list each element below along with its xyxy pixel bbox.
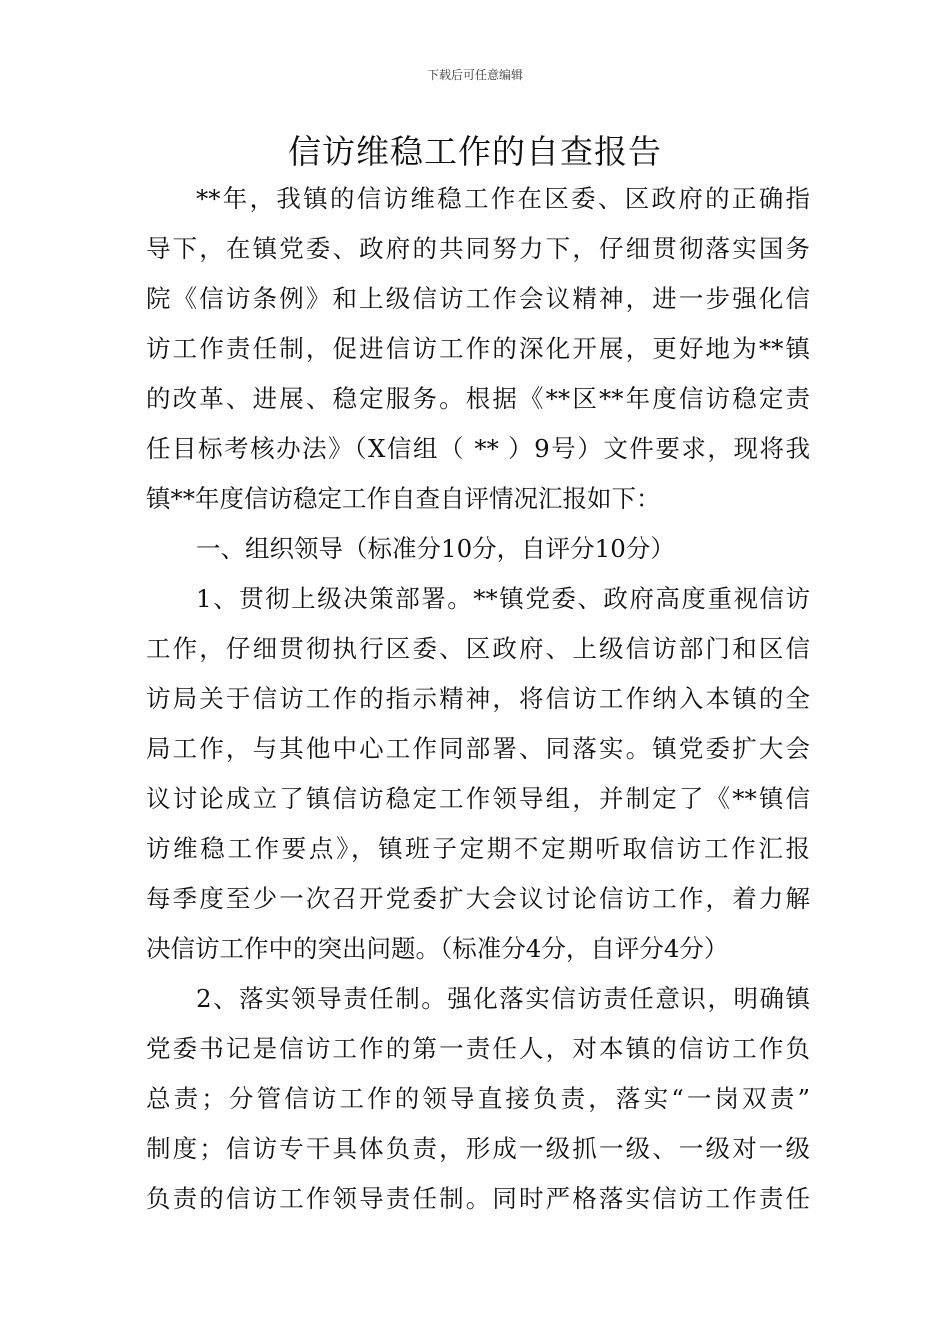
body-line: 镇**年度信访稳定工作自查自评情况汇报如下： <box>146 484 661 513</box>
body-line: 访局关于信访工作的指示精神，将信访工作纳入本镇的全 <box>146 684 810 713</box>
document-title: 信访维稳工作的自查报告 <box>288 132 662 171</box>
body-line: 每季度至少一次召开党委扩大会议讨论信访工作，着力解 <box>146 884 810 913</box>
body-line: 访维稳工作要点》，镇班子定期不定期听取信访工作汇报 <box>146 834 810 863</box>
body-line: 的改革、进展、稳定服务。根据《**区**年度信访稳定责 <box>146 384 810 413</box>
body-line: 党委书记是信访工作的第一责任人，对本镇的信访工作负 <box>146 1034 810 1063</box>
document-body <box>146 174 810 1224</box>
body-line: 总责；分管信访工作的领导直接负责，落实“一岗双责” <box>146 1084 810 1113</box>
body-line: 制度；信访专干具体负责，形成一级抓一级、一级对一级 <box>146 1134 810 1163</box>
body-line: 议讨论成立了镇信访稳定工作领导组，并制定了《**镇信 <box>146 784 810 813</box>
body-line: 导下，在镇党委、政府的共同努力下，仔细贯彻落实国务 <box>146 234 810 263</box>
body-line: 局工作，与其他中心工作同部署、同落实。镇党委扩大会 <box>146 734 810 763</box>
body-line: 决信访工作中的突出问题。（标准分4分，自评分4分） <box>146 934 729 963</box>
body-line: 任目标考核办法》（X信组（ ** ）9号）文件要求，现将我 <box>146 434 810 463</box>
body-line: 2、落实领导责任制。强化落实信访责任意识，明确镇 <box>196 984 810 1013</box>
page-header-note: 下载后可任意编辑 <box>426 68 523 82</box>
body-line: **年，我镇的信访维稳工作在区委、区政府的正确指 <box>196 184 810 213</box>
body-line: 工作，仔细贯彻执行区委、区政府、上级信访部门和区信 <box>146 634 810 663</box>
body-line: 一、组织领导（标准分10分，自评分10分） <box>196 534 675 563</box>
body-line: 访工作责任制，促进信访工作的深化开展，更好地为**镇 <box>146 334 810 363</box>
body-line: 1、贯彻上级决策部署。**镇党委、政府高度重视信访 <box>196 584 810 613</box>
body-line: 院《信访条例》和上级信访工作会议精神，进一步强化信 <box>146 284 810 313</box>
body-line: 负责的信访工作领导责任制。同时严格落实信访工作责任 <box>146 1184 810 1213</box>
